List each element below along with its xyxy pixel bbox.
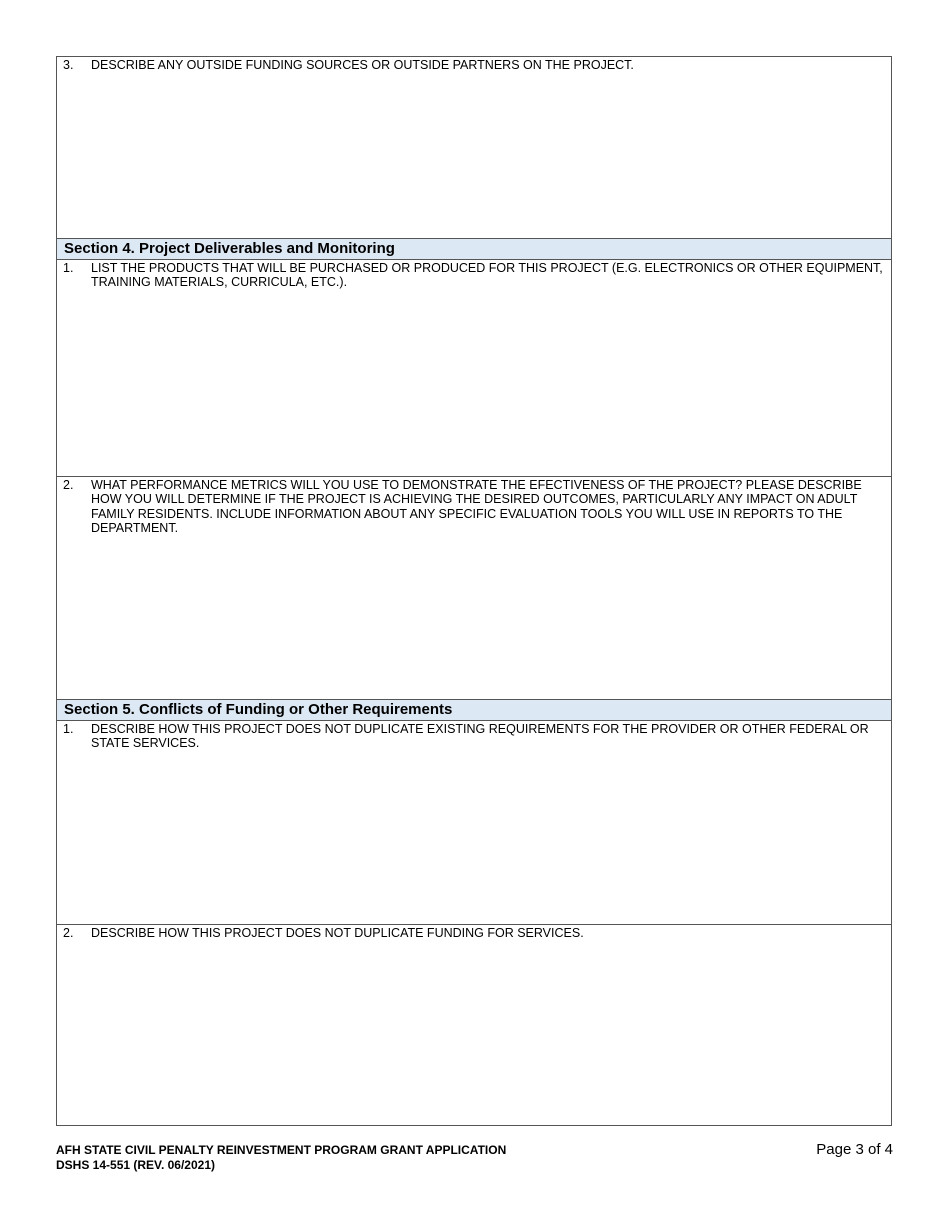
question-3-outside-funding — [57, 57, 891, 238]
answer-field-performance-metrics[interactable] — [57, 539, 891, 700]
question-number: 2. — [63, 926, 74, 940]
question-text: WHAT PERFORMANCE METRICS WILL YOU USE TO DEMONSTRATE THE EFECTIVENESS OF THE PROJECT? PLEASE DESCRIBE HOW YOU WILL DETERMINE IF THE PROJECT IS ACHIEVING THE DESIRED OUTCOMES, PARTICULARLY ANY IMPACT ON ADULT FAMILY RESIDENTS. INCLUDE INFORMATION ABOUT ANY SPECIFIC EVALUATION TOOLS YOU WILL USE IN REPORTS TO THE DEPARTMENT. — [91, 478, 862, 535]
question-number: 2. — [63, 478, 74, 492]
question-text: DESCRIBE HOW THIS PROJECT DOES NOT DUPLICATE EXISTING REQUIREMENTS FOR THE PROVIDER OR OTHER FEDERAL OR STATE SERVICES. — [91, 722, 869, 751]
section-4-heading: Section 4. Project Deliverables and Monitoring — [57, 238, 891, 260]
question-number: 1. — [63, 722, 74, 736]
section-5-heading: Section 5. Conflicts of Funding or Other Requirements — [57, 699, 891, 721]
question-5-2-duplicate-funding — [57, 924, 891, 1125]
grant-application-form — [56, 56, 892, 1126]
question-text: DESCRIBE HOW THIS PROJECT DOES NOT DUPLICATE FUNDING FOR SERVICES. — [91, 926, 584, 940]
question-5-1-duplicate-requirements — [57, 721, 891, 924]
page-number: Page 3 of 4 — [816, 1141, 893, 1158]
answer-field-products[interactable] — [57, 294, 891, 476]
question-text: DESCRIBE ANY OUTSIDE FUNDING SOURCES OR OUTSIDE PARTNERS ON THE PROJECT. — [91, 58, 634, 72]
question-4-1-products — [57, 260, 891, 476]
footer-form-title: AFH STATE CIVIL PENALTY REINVESTMENT PROGRAM GRANT APPLICATION — [56, 1143, 507, 1157]
question-4-2-performance-metrics — [57, 476, 891, 700]
question-number: 3. — [63, 58, 74, 72]
footer-form-info — [56, 1143, 506, 1173]
answer-field-duplicate-requirements[interactable] — [57, 755, 891, 924]
footer-form-number: DSHS 14-551 (REV. 06/2021) — [56, 1158, 215, 1172]
question-number: 1. — [63, 261, 74, 275]
question-text: LIST THE PRODUCTS THAT WILL BE PURCHASED OR PRODUCED FOR THIS PROJECT (E.G. ELECTRONICS OR OTHER EQUIPMENT, TRAINING MATERIALS, CURRICULA, ETC.). — [91, 261, 883, 290]
answer-field-outside-funding[interactable] — [57, 75, 891, 238]
answer-field-duplicate-funding[interactable] — [57, 943, 891, 1125]
